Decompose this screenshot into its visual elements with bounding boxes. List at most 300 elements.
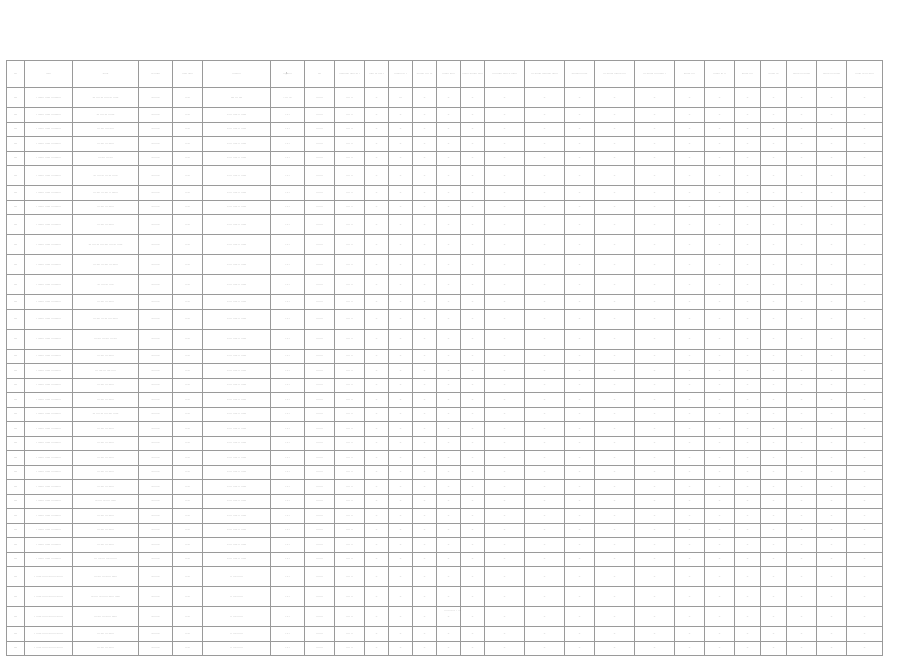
table-cell: ·· xyxy=(847,275,883,295)
table-cell: · ······· ······ ··········· xyxy=(25,200,73,215)
table-cell: ·· xyxy=(595,407,635,422)
table-cell: ··· ···· ···· ····· xyxy=(73,122,139,137)
table-cell: ·· ··· xyxy=(173,329,203,349)
table-cell: ·· xyxy=(437,349,461,364)
table-cell: ········· xyxy=(139,151,173,166)
table-cell: ·· xyxy=(817,122,847,137)
table-cell: ·· xyxy=(635,436,675,451)
table-cell: ·· xyxy=(365,255,389,275)
table-cell: ·· xyxy=(565,200,595,215)
table-row xyxy=(7,137,883,152)
table-cell: ·· xyxy=(595,137,635,152)
table-cell: ·· xyxy=(461,641,485,656)
table-cell: ···· ·· xyxy=(335,627,365,642)
table-cell: ···· xyxy=(7,108,25,123)
table-cell: · ······· ······ ··········· xyxy=(25,552,73,567)
table-cell: ·· xyxy=(817,215,847,235)
table-cell: ·· xyxy=(525,309,565,329)
table-cell: ·· ···· ······ xyxy=(203,607,271,627)
table-cell: ···· xyxy=(7,607,25,627)
table-cell: ·· xyxy=(675,235,705,255)
table-cell: ·· ··· xyxy=(173,494,203,509)
table-cell: ·· xyxy=(595,329,635,349)
table-cell: ·· ··· ····· ·· ······ xyxy=(203,235,271,255)
table-cell: ········· xyxy=(139,494,173,509)
table-cell: ·· xyxy=(635,607,675,627)
table-cell: ·· xyxy=(565,567,595,587)
table-cell: ·· xyxy=(365,523,389,538)
table-cell: ·· xyxy=(761,329,787,349)
table-cell: ·· xyxy=(565,364,595,379)
table-cell: ·· xyxy=(675,465,705,480)
table-cell: ···· xyxy=(7,349,25,364)
table-cell: ·· xyxy=(705,255,735,275)
table-cell: ·· xyxy=(675,295,705,310)
table-cell: ·· xyxy=(365,88,389,108)
table-cell: ·· xyxy=(413,494,437,509)
table-cell: ·· xyxy=(787,200,817,215)
table-cell: ·· xyxy=(437,480,461,495)
table-cell: ······· xyxy=(305,329,335,349)
table-cell: ···· xyxy=(7,200,25,215)
table-cell: ·· ··· ····· ·· ······ xyxy=(203,108,271,123)
table-cell: ·· xyxy=(817,436,847,451)
table-cell: ········· xyxy=(139,641,173,656)
table-cell: ···· xyxy=(7,422,25,437)
table-cell: ···· xyxy=(7,480,25,495)
table-cell: ······· xyxy=(305,436,335,451)
table-cell: ·· xyxy=(705,295,735,310)
table-cell: ·· xyxy=(461,329,485,349)
table-cell: ·· xyxy=(735,641,761,656)
table-cell: ···· ·· xyxy=(335,349,365,364)
table-cell: ···· ·· xyxy=(335,166,365,186)
table-cell: ·· xyxy=(389,509,413,524)
table-cell: ·· xyxy=(735,151,761,166)
table-cell: ·· xyxy=(761,480,787,495)
table-cell: ·· xyxy=(675,607,705,627)
table-cell: ·· xyxy=(705,641,735,656)
table-cell: ·· xyxy=(705,567,735,587)
table-cell: ·· xyxy=(365,309,389,329)
table-cell: ·· xyxy=(595,422,635,437)
table-cell: ·· xyxy=(735,480,761,495)
table-cell: ·· xyxy=(635,494,675,509)
table-cell: · ······· ······ ··········· xyxy=(25,137,73,152)
table-cell: ·· xyxy=(461,235,485,255)
table-cell: ···· xyxy=(7,436,25,451)
table-cell: ·· xyxy=(675,88,705,108)
table-cell: ·· xyxy=(565,186,595,201)
table-cell: ··· ···· ··· ······ xyxy=(73,538,139,553)
table-cell: ·· xyxy=(565,255,595,275)
table-cell: ·· xyxy=(735,200,761,215)
table-cell: ·· xyxy=(787,235,817,255)
table-cell: ·· ··· ····· ·· ······ xyxy=(203,329,271,349)
table-cell: ········· xyxy=(139,349,173,364)
table-cell: ·· xyxy=(389,166,413,186)
table-cell: ·· xyxy=(461,349,485,364)
table-cell: ·· xyxy=(735,627,761,642)
table-cell: ·· ··· xyxy=(173,627,203,642)
table-cell: ·· xyxy=(847,393,883,408)
table-cell: ·· xyxy=(565,122,595,137)
table-cell: ······· xyxy=(305,255,335,275)
table-cell: · ······· ······ ··········· xyxy=(25,494,73,509)
table-cell: ·· xyxy=(389,309,413,329)
table-cell: ·· ··· ····· ·· ······ xyxy=(203,422,271,437)
table-cell: ·· xyxy=(437,451,461,466)
table-cell: ·· xyxy=(817,255,847,275)
table-cell: ·· ··· ····· ·· ······ xyxy=(203,137,271,152)
table-cell: ·· ··· ····· ·· ······ xyxy=(203,255,271,275)
table-cell: ·· xyxy=(675,255,705,275)
table-cell: ··· ···· ··· ······ xyxy=(73,509,139,524)
table-cell: ········· xyxy=(139,538,173,553)
table-cell: · ·· · xyxy=(271,200,305,215)
table-cell: ··· ···· ··· ······ xyxy=(73,137,139,152)
table-cell: ·· xyxy=(437,166,461,186)
table-cell: ·· xyxy=(635,309,675,329)
table-cell: ·· xyxy=(461,295,485,310)
table-cell: ·· ··· xyxy=(173,108,203,123)
table-cell: ·· xyxy=(675,215,705,235)
page-footer: ············ · ··· xyxy=(443,608,462,612)
table-cell: ·· ···· ······ xyxy=(203,627,271,642)
table-cell: ·· xyxy=(595,364,635,379)
table-cell: ·· xyxy=(389,407,413,422)
table-cell: ·· xyxy=(675,480,705,495)
table-cell: ·· xyxy=(705,275,735,295)
table-cell: ·· xyxy=(461,200,485,215)
table-cell: ········· xyxy=(139,480,173,495)
table-cell: ·· xyxy=(595,309,635,329)
table-cell: ·· xyxy=(675,567,705,587)
table-cell: ·· xyxy=(735,295,761,310)
table-cell: ···· ·· xyxy=(335,567,365,587)
table-cell: ··· ···· ··· ··· ··· ······ xyxy=(73,166,139,186)
table-cell: ···· xyxy=(7,364,25,379)
table-cell: · ······· ······ ··········· xyxy=(25,538,73,553)
table-cell: · ······· ······ ··········· xyxy=(25,275,73,295)
table-cell: ·· ··· xyxy=(173,186,203,201)
table-cell: ·· xyxy=(413,567,437,587)
table-cell: ·· xyxy=(413,349,437,364)
table-cell: · ······ ······ ········ ······· xyxy=(25,587,73,607)
table-cell: ·· xyxy=(761,122,787,137)
table-cell: ···· ·· xyxy=(335,494,365,509)
table-cell: · ·· · xyxy=(271,275,305,295)
table-cell: ·· xyxy=(461,523,485,538)
table-cell: ·· xyxy=(437,364,461,379)
table-cell: ·· xyxy=(485,567,525,587)
table-cell: ·· xyxy=(461,465,485,480)
table-cell: ·· xyxy=(735,349,761,364)
column-header: ···· xyxy=(7,61,25,88)
table-cell: ·· xyxy=(365,436,389,451)
table-cell: ·· xyxy=(437,552,461,567)
table-cell: ·· xyxy=(817,151,847,166)
table-cell: ·· xyxy=(365,122,389,137)
table-cell: ·· xyxy=(817,494,847,509)
table-cell: ·· ··· xyxy=(173,407,203,422)
table-cell: · ·· · xyxy=(271,494,305,509)
table-cell: ·· xyxy=(365,108,389,123)
table-cell: ·· xyxy=(461,480,485,495)
table-cell: ·· xyxy=(761,587,787,607)
table-cell: ······· xyxy=(305,151,335,166)
table-cell: ·· xyxy=(565,309,595,329)
table-cell: · ·· · xyxy=(271,451,305,466)
table-cell: ·· xyxy=(847,407,883,422)
table-row xyxy=(7,122,883,137)
table-cell: ·· xyxy=(761,186,787,201)
table-cell: ···· xyxy=(7,393,25,408)
table-cell: ·· xyxy=(365,494,389,509)
table-cell: ·· xyxy=(485,364,525,379)
table-cell: ·· xyxy=(735,215,761,235)
table-cell: ······· xyxy=(305,349,335,364)
table-cell: ·· xyxy=(461,407,485,422)
table-cell: ·· xyxy=(847,523,883,538)
table-cell: ·· xyxy=(675,378,705,393)
table-cell: · ······· ······ ··········· xyxy=(25,108,73,123)
table-cell: ·· xyxy=(635,255,675,275)
table-cell: ········· xyxy=(139,166,173,186)
table-cell: ·· xyxy=(413,309,437,329)
table-cell: ·· xyxy=(787,407,817,422)
register-table xyxy=(6,60,883,656)
table-cell: ·· xyxy=(675,151,705,166)
table-cell: ·· xyxy=(437,378,461,393)
table-cell: ·· xyxy=(787,607,817,627)
table-cell: ·· ··· ····· ·· ······ xyxy=(203,538,271,553)
table-cell: ·· xyxy=(365,422,389,437)
table-cell: · ·· · xyxy=(271,509,305,524)
table-cell: ·· xyxy=(787,523,817,538)
table-cell: ·· ··· xyxy=(173,137,203,152)
table-cell: ·· xyxy=(485,235,525,255)
table-cell: ···· ·· xyxy=(335,151,365,166)
table-cell: ·· xyxy=(525,407,565,422)
table-cell: ·· xyxy=(525,422,565,437)
table-cell: ·· xyxy=(413,436,437,451)
table-cell: ·· xyxy=(485,309,525,329)
table-cell: ······· xyxy=(305,552,335,567)
table-cell: ·· ··· xyxy=(173,349,203,364)
table-cell: ·· xyxy=(787,436,817,451)
table-cell: ·· xyxy=(413,538,437,553)
table-cell: ······· xyxy=(305,275,335,295)
table-cell: ·· xyxy=(413,422,437,437)
table-cell: ·· xyxy=(675,587,705,607)
table-cell: ·· xyxy=(705,422,735,437)
table-cell: · ·· · xyxy=(271,627,305,642)
table-cell: ···· ·· xyxy=(335,407,365,422)
table-cell: ·· xyxy=(565,523,595,538)
table-cell: ··· ···· ··· ······ xyxy=(73,641,139,656)
table-cell: · ·· · xyxy=(271,378,305,393)
table-cell: · ·· · xyxy=(271,607,305,627)
table-cell: · ······· ······ ··········· xyxy=(25,393,73,408)
table-cell: ·· ··· ····· ·· ······ xyxy=(203,309,271,329)
table-cell: ·· xyxy=(365,567,389,587)
table-cell: · ······· ······ ··········· xyxy=(25,186,73,201)
table-cell: ······· xyxy=(305,567,335,587)
table-cell: ·· xyxy=(389,480,413,495)
table-cell: ···· ··· ···· xyxy=(203,88,271,108)
table-cell: · ·· · xyxy=(271,523,305,538)
table-cell: ·· xyxy=(525,567,565,587)
table-cell: · ·· · xyxy=(271,151,305,166)
table-cell: ·· xyxy=(787,349,817,364)
table-cell: ·· xyxy=(847,137,883,152)
table-cell: ·· xyxy=(461,538,485,553)
table-cell: ·· xyxy=(485,422,525,437)
table-cell: ········· xyxy=(139,567,173,587)
table-cell: ·· xyxy=(485,641,525,656)
table-cell: ·· xyxy=(525,166,565,186)
table-cell: ···· xyxy=(7,538,25,553)
table-cell: ·· xyxy=(413,122,437,137)
table-cell: ·· xyxy=(705,436,735,451)
table-cell: ·· xyxy=(847,186,883,201)
table-cell: ·· xyxy=(389,393,413,408)
table-cell: ·· ··· xyxy=(173,88,203,108)
table-cell: ·· ··· xyxy=(173,275,203,295)
table-cell: ·· xyxy=(461,108,485,123)
table-cell: ·· xyxy=(635,523,675,538)
table-cell: ·· xyxy=(735,451,761,466)
table-cell: ·· xyxy=(675,166,705,186)
table-cell: ·· xyxy=(705,538,735,553)
table-cell: ·· ··· xyxy=(173,552,203,567)
table-cell: ·· xyxy=(761,88,787,108)
table-cell: ·· xyxy=(705,200,735,215)
table-cell: ········· xyxy=(139,309,173,329)
table-cell: ·· ··· ····· ·· ······ xyxy=(203,407,271,422)
table-cell: ···· xyxy=(7,378,25,393)
table-cell: ·· xyxy=(565,607,595,627)
column-header: ··· ······· xyxy=(139,61,173,88)
table-row xyxy=(7,436,883,451)
table-cell: ·· xyxy=(437,641,461,656)
table-cell: ·· xyxy=(365,200,389,215)
table-cell: ·· xyxy=(485,200,525,215)
table-cell: ·· ··· ····· ·· ······ xyxy=(203,349,271,364)
table-cell: ·· ··· ····· ·· ······ xyxy=(203,494,271,509)
table-cell: ·· xyxy=(389,329,413,349)
table-cell: ········· xyxy=(139,275,173,295)
table-cell: ·· xyxy=(847,364,883,379)
table-cell: ·· xyxy=(565,509,595,524)
table-row xyxy=(7,235,883,255)
table-cell: ·· xyxy=(437,309,461,329)
table-cell: ·· xyxy=(847,451,883,466)
table-cell: ·· xyxy=(437,137,461,152)
table-cell: ·· xyxy=(413,255,437,275)
table-cell: ·· xyxy=(461,567,485,587)
table-cell: ·· xyxy=(389,422,413,437)
table-cell: ·· xyxy=(525,627,565,642)
table-cell: ·· xyxy=(635,151,675,166)
table-cell: ·· xyxy=(461,552,485,567)
table-cell: ···· xyxy=(7,186,25,201)
table-cell: ······· xyxy=(305,523,335,538)
table-cell: ·· xyxy=(847,88,883,108)
table-cell: ·· xyxy=(437,108,461,123)
table-cell: ·· xyxy=(787,364,817,379)
table-cell: ·· ··· xyxy=(173,607,203,627)
table-cell: ···· ·· xyxy=(335,88,365,108)
table-cell: ·· xyxy=(485,88,525,108)
column-header: ······ ··· ····· · xyxy=(365,61,389,88)
table-cell: ·· xyxy=(365,480,389,495)
table-cell: ·· xyxy=(485,627,525,642)
table-cell: ···· xyxy=(7,137,25,152)
table-cell: ·· xyxy=(675,407,705,422)
table-cell: ·· xyxy=(389,215,413,235)
table-cell: · ·· · xyxy=(271,436,305,451)
table-cell: ·· xyxy=(787,309,817,329)
table-cell: ·· xyxy=(705,494,735,509)
table-cell: ·· xyxy=(735,587,761,607)
table-cell: ···· xyxy=(7,151,25,166)
table-cell: ·· ··· ····· ·· ······ xyxy=(203,378,271,393)
table-cell: ·· xyxy=(705,407,735,422)
table-cell: ·· xyxy=(525,88,565,108)
table-cell: ·· xyxy=(461,275,485,295)
table-cell: ·· xyxy=(413,108,437,123)
table-cell: ·· xyxy=(565,151,595,166)
table-cell: ·· xyxy=(635,567,675,587)
table-cell: ·· xyxy=(675,309,705,329)
table-cell: ·· xyxy=(525,607,565,627)
column-header: ··· ········ ········· ···· xyxy=(595,61,635,88)
table-cell: ·· xyxy=(675,349,705,364)
table-cell: ·· xyxy=(461,422,485,437)
table-cell: ·· xyxy=(389,349,413,364)
table-row xyxy=(7,451,883,466)
table-cell: ·· xyxy=(817,422,847,437)
table-cell: ·· xyxy=(595,186,635,201)
table-row xyxy=(7,186,883,201)
table-cell: ······· xyxy=(305,235,335,255)
table-cell: ·· xyxy=(635,407,675,422)
table-cell: ·· xyxy=(461,88,485,108)
table-cell: ·· xyxy=(787,215,817,235)
table-cell: ·· xyxy=(817,166,847,186)
table-cell: ···· ·· xyxy=(335,364,365,379)
table-cell: ·· ··· ····· ·· ······ xyxy=(203,275,271,295)
table-cell: ··· ···· ··· ···· ······ xyxy=(73,494,139,509)
table-cell: ·· xyxy=(761,627,787,642)
table-cell: ·· xyxy=(817,378,847,393)
table-cell: ···· xyxy=(7,122,25,137)
table-cell: ··· ···· ··· ······· xyxy=(73,108,139,123)
column-header: ············ ······ ··· · xyxy=(335,61,365,88)
table-row xyxy=(7,295,883,310)
table-row xyxy=(7,587,883,607)
table-cell: ·· xyxy=(787,166,817,186)
table-cell: ·· xyxy=(787,122,817,137)
table-cell: ··· ···· ··· ······ ······ xyxy=(73,607,139,627)
table-cell: ········· xyxy=(139,422,173,437)
table-cell: ·· xyxy=(847,552,883,567)
table-cell: ·· xyxy=(635,295,675,310)
table-cell: · ······· ······ ··········· xyxy=(25,523,73,538)
table-cell: ··· ···· ··· ··· ···· ······ xyxy=(73,309,139,329)
